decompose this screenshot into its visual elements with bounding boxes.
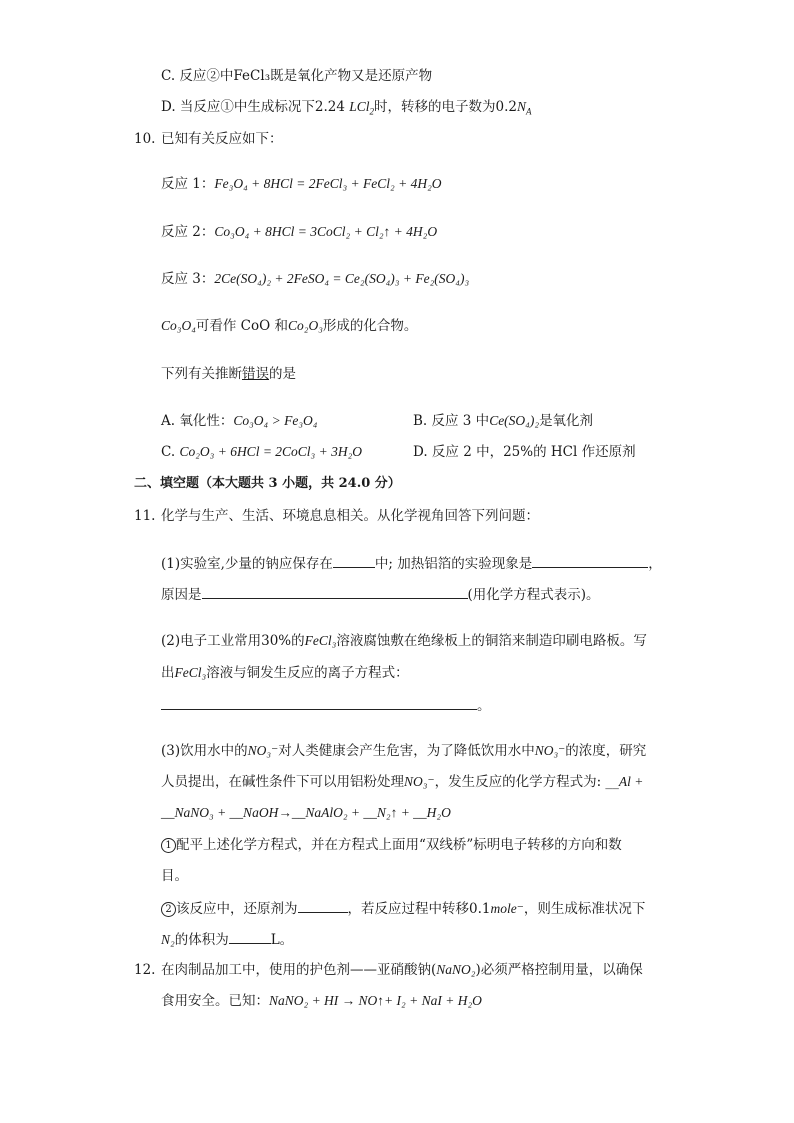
q11-part1-line1 xyxy=(161,553,662,573)
nitrate-formula: NO₃⁻ xyxy=(404,774,435,789)
q11-number: 11. xyxy=(134,508,156,524)
option-c-formula: Co₂O₃ + 6HCl = 2CoCl₃ + 3H₂O xyxy=(179,444,363,459)
answer-blank[interactable] xyxy=(161,695,477,710)
part1-text3: ， xyxy=(648,556,662,572)
part2-end: 。 xyxy=(477,698,491,714)
sub2-text: 该反应中，还原剂为 xyxy=(176,901,298,917)
part3-equation: __NaNO₃ + __NaOH→__NaAlO₂ + __N₂↑ + __H₂O xyxy=(161,805,451,820)
q12-text2: )必须严格控制用量，以确保 xyxy=(475,962,643,978)
aluminum-term: Al + xyxy=(618,774,644,789)
mole-unit: mole⁻ xyxy=(490,901,524,916)
q11-part1-line2 xyxy=(161,584,600,604)
nitrogen-formula: N₂ xyxy=(161,932,175,947)
q12-number: 12. xyxy=(134,962,156,978)
part1-text5: (用化学方程式表示)。 xyxy=(467,587,600,603)
q12-formula: NaNO₂ xyxy=(436,962,476,977)
q12-stem-line1 xyxy=(161,961,643,979)
q11-part3-line1 xyxy=(161,742,646,760)
q11-part3-line2 xyxy=(161,773,643,791)
q10-stem: 已知有关反应如下： xyxy=(161,131,283,147)
part2-text2: 溶液腐蚀敷在绝缘板上的铜箔来制造印刷电路板。写 xyxy=(336,633,647,649)
q12-text3: 食用安全。已知： xyxy=(161,993,269,1009)
avogadro-sub: A xyxy=(526,106,532,117)
part3-text2: 对人类健康会产生危害，为了降低饮用水中 xyxy=(278,743,535,759)
sub2-text3: ，则生成标准状况下 xyxy=(523,901,646,917)
answer-blank[interactable] xyxy=(298,898,348,913)
sub2-text2: ，若反应过程中转移0.1 xyxy=(347,901,491,917)
q10-number: 10. xyxy=(134,131,156,147)
q10-option-a xyxy=(161,412,317,430)
reaction-2-equation: Co₃O₄ + 8HCl = 3CoCl₂ + Cl₂↑ + 4H₂O xyxy=(214,224,438,239)
q11-part3-sub2-line1 xyxy=(161,898,645,918)
q11-part3-line3 xyxy=(161,804,451,822)
q10-ask xyxy=(161,365,296,383)
q10-option-d: D. 反应 2 中，25%的 HCl 作还原剂 xyxy=(413,444,636,460)
q10-option-c xyxy=(161,443,362,461)
reaction-2-label: 反应 2： xyxy=(161,224,215,240)
option-b-formula: Ce(SO₄)₂ xyxy=(489,413,540,428)
part1-text: (1)实验室,少量的钠应保存在 xyxy=(161,556,333,572)
q9-option-d xyxy=(161,98,532,121)
note-formula-1: Co₃O₄ xyxy=(161,318,196,333)
q11-part2-line2 xyxy=(161,664,409,682)
avogadro-symbol: N xyxy=(517,99,527,114)
part2-text3: 出 xyxy=(161,665,175,681)
q10-reaction-3 xyxy=(161,270,469,288)
part3-text3: 的浓度，研究 xyxy=(565,743,647,759)
q11-part3-sub1-line1 xyxy=(161,836,622,854)
nitrate-formula: NO₃⁻ xyxy=(534,743,566,758)
ask-emphasis: 错误 xyxy=(242,366,269,382)
section-title: 二、填空题（本大题共 3 小题，共 24.0 分） xyxy=(134,476,401,491)
q9-option-d-formula: LCl$_2$ xyxy=(349,99,375,117)
note-text: 可看作 CoO 和 xyxy=(195,318,288,334)
part3-text4: 人员提出，在碱性条件下可以用铝粉处理 xyxy=(161,774,404,790)
part3-text: (3)饮用水中的 xyxy=(161,743,248,759)
q9-option-d-text: D. 当反应①中生成标况下2.24 xyxy=(161,99,350,115)
answer-blank[interactable] xyxy=(202,584,468,599)
part1-text2: 中; 加热铝箔的实验现象是 xyxy=(374,556,533,572)
part3-text5: ，发生反应的化学方程式为: __ xyxy=(434,774,619,790)
circled-number-icon: 2 xyxy=(161,902,176,917)
note-text-end: 形成的化合物。 xyxy=(322,318,418,334)
option-a-text: A. 氧化性： xyxy=(161,413,234,429)
q12-equation: NaNO₂ + HI → NO↑+ I₂ + NaI + H₂O xyxy=(269,993,482,1008)
ask-text: 下列有关推断 xyxy=(161,366,242,382)
q12-stem-line2 xyxy=(161,992,482,1010)
reaction-1-label: 反应 1： xyxy=(161,176,215,192)
option-b-text-end: 是氧化剂 xyxy=(539,413,594,429)
q11-part2-line3 xyxy=(161,695,491,715)
reaction-1-equation: Fe₃O₄ + 8HCl = 2FeCl₃ + FeCl₂ + 4H₂O xyxy=(214,176,442,191)
option-a-formula: Co₃O₄ > Fe₃O₄ xyxy=(233,413,318,428)
part2-text: (2)电子工业常用30%的 xyxy=(161,633,305,649)
reaction-3-equation: 2Ce(SO₄)₂ + 2FeSO₄ = Ce₂(SO₄)₃ + Fe₂(SO₄)₃ xyxy=(214,271,470,286)
reaction-3-label: 反应 3： xyxy=(161,271,215,287)
q9-option-c: C. 反应②中FeCl₃既是氧化产物又是还原产物 xyxy=(161,68,433,84)
q11-part3-sub2-line2 xyxy=(161,929,293,949)
q10-option-b xyxy=(413,412,593,430)
q12-text: 在肉制品加工中，使用的护色剂——亚硝酸钠( xyxy=(161,962,437,978)
q11-part3-sub1-line2: 目。 xyxy=(161,868,188,884)
note-formula-2: Co₂O₃ xyxy=(288,318,323,333)
q9-option-d-text2: 时，转移的电子数为0.2 xyxy=(374,99,518,115)
q10-note xyxy=(161,317,417,335)
answer-blank[interactable] xyxy=(229,929,271,944)
circled-number-icon: 1 xyxy=(161,838,176,853)
part2-formula2: FeCl₃ xyxy=(174,665,207,680)
answer-blank[interactable] xyxy=(333,553,375,568)
ask-text-end: 的是 xyxy=(269,366,296,382)
q10-reaction-1 xyxy=(161,175,442,193)
option-c-text: C. xyxy=(161,444,176,460)
sub2-text4: 的体积为 xyxy=(174,932,229,948)
part1-text4: 原因是 xyxy=(161,587,202,603)
answer-blank[interactable] xyxy=(532,553,648,568)
sub2-text5: L。 xyxy=(270,932,294,948)
part2-text4: 溶液与铜发生反应的离子方程式： xyxy=(206,665,409,681)
part2-formula: FeCl₃ xyxy=(304,633,337,648)
q11-stem: 化学与生产、生活、环境息息相关。从化学视角回答下列问题： xyxy=(161,508,539,524)
option-b-text: B. 反应 3 中 xyxy=(413,413,490,429)
q11-part2-line1 xyxy=(161,632,647,650)
sub1-text: 配平上述化学方程式，并在方程式上面用“双线桥”标明电子转移的方向和数 xyxy=(176,837,622,853)
nitrate-formula: NO₃⁻ xyxy=(247,743,279,758)
q10-reaction-2 xyxy=(161,223,437,241)
